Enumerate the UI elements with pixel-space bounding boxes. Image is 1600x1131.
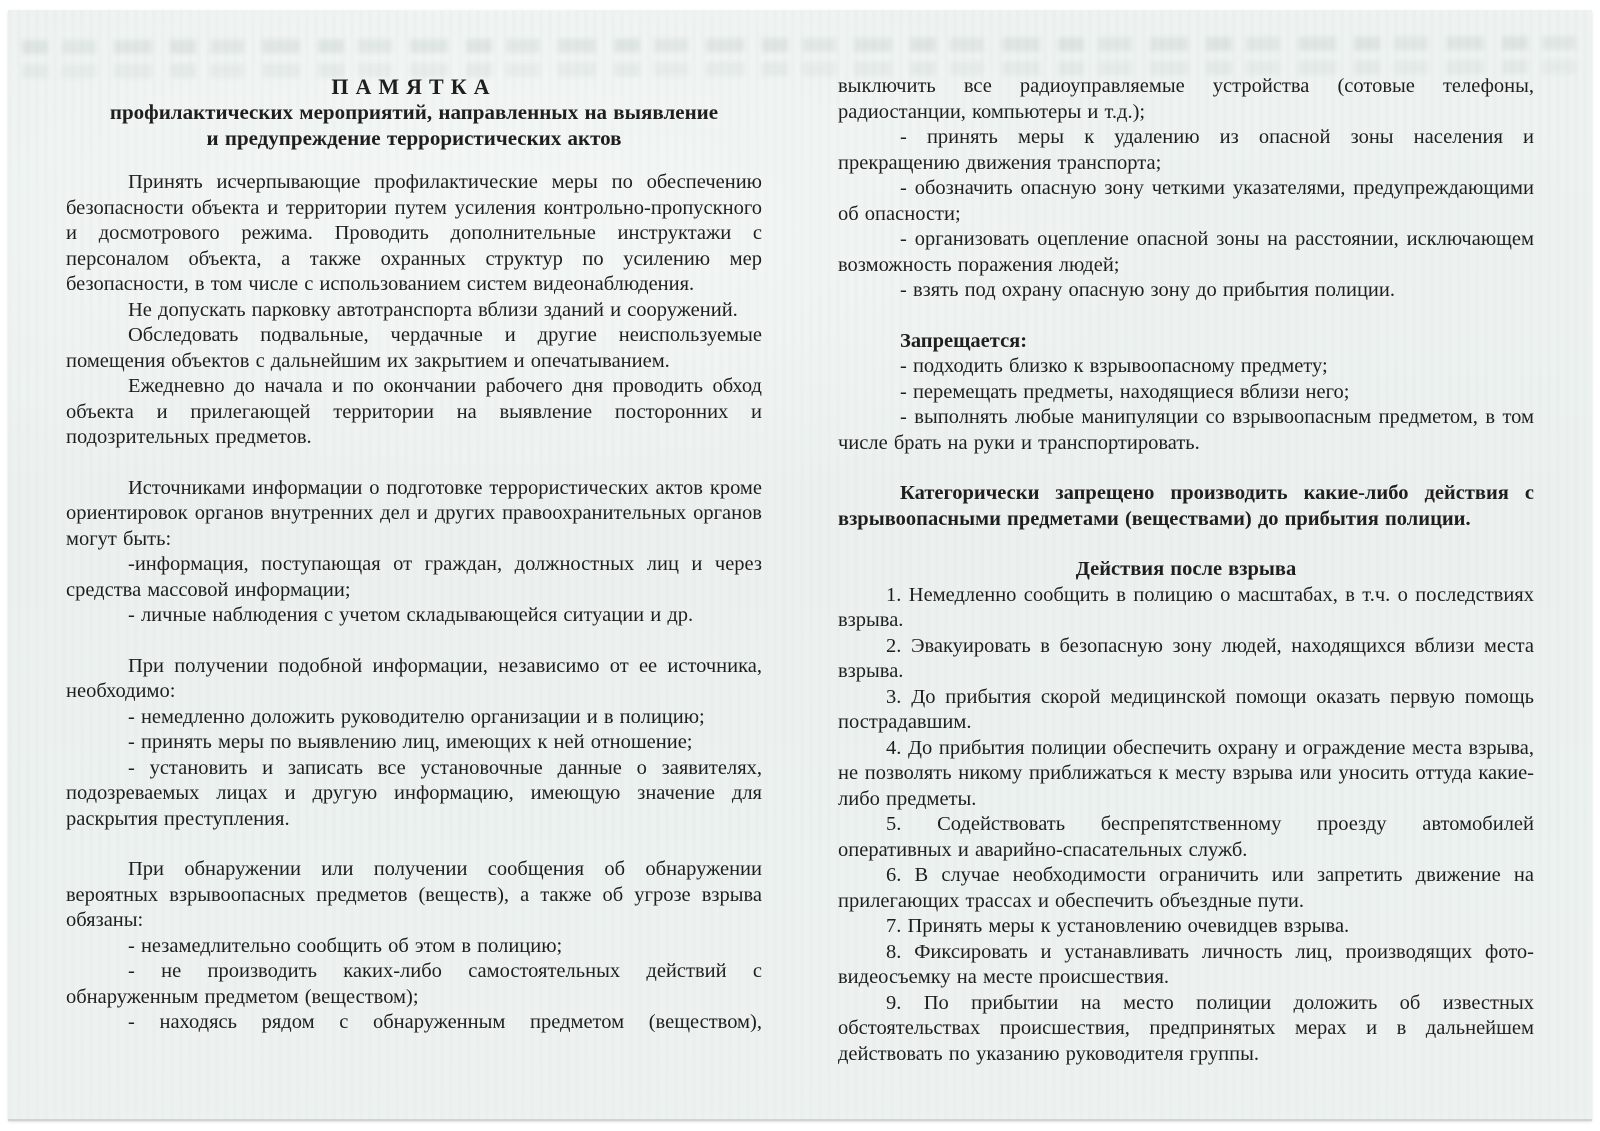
numbered-item-9: 9. По прибытии на место полиции доложить об известных обстоятельствах происшествия, предпринятых мерах и в дальнейшем действовать по указанию руководителя группы. — [838, 991, 1534, 1065]
numbered-item-4: 4. До прибытия полиции обеспечить охрану и ограждение места взрыва, не позволять никому приближаться к месту взрыва или уносить оттуда какие-либо предметы. — [838, 736, 1534, 810]
dash-item-report-to-police: - немедленно доложить руководителю организации и в полицию; — [128, 705, 705, 728]
section-heading-prohibited: Запрещается: — [900, 329, 1028, 352]
paragraph-daily-rounds: Ежедневно до начала и по окончании рабочего дня проводить обход объекта и прилегающей территории на выявление посторонних и подозрительных предметов. — [66, 375, 762, 448]
scanned-memo-page — [8, 10, 1592, 1121]
memo-subtitle-line-2: и предупреждение террористических актов — [206, 125, 622, 150]
numbered-item-6: 6. В случае необходимости ограничить или запретить движение на прилегающих трассах и обеспечить объездные пути. — [838, 864, 1534, 912]
paragraph-preventive-measures: Принять исчерпывающие профилактические меры по обеспечению безопасности объекта и территории путем усиления контрольно-пропускного и досмотрового режима. Проводить дополнительные инструктажи с персоналом объекта, а также охранных структур по усилению мер безопасности, в том числе с использованием систем видеонаблюдения. — [66, 171, 762, 295]
paragraph-upon-discovery: При обнаружении или получении сообщения об обнаружении вероятных взрывоопасных предметов (веществ), а также об угрозе взрыва обязаны: — [66, 858, 762, 931]
dash-item-personal-observations: - личные наблюдения с учетом складывающейся ситуации и др. — [128, 604, 694, 626]
numbered-item-8: 8. Фиксировать и устанавливать личность лиц, производящих фото-видеосъемку на месте происшествия. — [838, 940, 1534, 988]
right-column — [838, 74, 1534, 1067]
dash-item-no-approach: - подходить близко к взрывоопасному предмету; — [900, 355, 1328, 377]
paragraph-inspect-premises: Обследовать подвальные, чердачные и другие неиспользуемые помещения объектов с дальнейшим их закрытием и опечатыванием. — [66, 324, 762, 372]
dash-item-while-near-object: - находясь рядом с обнаруженным предметом (веществом), — [128, 1011, 762, 1033]
bold-warning-paragraph: Категорически запрещено производить какие-либо действия с взрывоопасными предметами (веществами) до прибытия полиции. — [838, 482, 1534, 530]
memo-title: ПАМЯТКА — [331, 74, 497, 99]
dash-item-mark-danger-zone: - обозначить опасную зону четкими указателями, предупреждающими об опасности; — [838, 177, 1534, 225]
paragraph-upon-receiving-info: При получении подобной информации, независимо от ее источника, необходимо: — [66, 654, 762, 702]
section-heading-actions-after-explosion: Действия после взрыва — [1075, 558, 1297, 580]
memo-body — [8, 10, 1592, 1067]
dash-item-evacuate-danger-zone: - принять меры к удалению из опасной зоны населения и прекращению движения транспорта; — [838, 126, 1534, 174]
dash-item-no-independent-actions: - не производить каких-либо самостоятельных действий с обнаруженным предметом (веществом); — [66, 960, 762, 1008]
numbered-item-3: 3. До прибытия скорой медицинской помощи оказать первую помощь пострадавшим. — [838, 685, 1534, 733]
dash-item-identify-persons: - принять меры по выявлению лиц, имеющих к ней отношение; — [128, 731, 693, 753]
dash-item-record-data: - установить и записать все установочные данные о заявителях, подозреваемых лицах и другую информацию, имеющую значение для раскрытия преступления. — [66, 756, 762, 830]
numbered-item-1: 1. Немедленно сообщить в полицию о масштабах, в т.ч. о последствиях взрыва. — [838, 583, 1534, 631]
dash-item-guard-until-police: - взять под охрану опасную зону до прибытия полиции. — [900, 279, 1395, 301]
dash-item-info-from-citizens: -информация, поступающая от граждан, должностных лиц и через средства массовой информации; — [66, 553, 762, 601]
numbered-item-7: 7. Принять меры к установлению очевидцев взрыва. — [886, 915, 1350, 937]
dash-item-no-manipulation: - выполнять любые манипуляции со взрывоопасным предметом, в том числе брать на руки и транспортировать. — [838, 406, 1534, 454]
dash-item-cordon-danger-zone: - организовать оцепление опасной зоны на расстоянии, исключающем возможность поражения людей; — [838, 228, 1534, 276]
paragraph-turn-off-radio-devices: выключить все радиоуправляемые устройства (сотовые телефоны, радиостанции, компьютеры и т.д.); — [838, 75, 1534, 123]
dash-item-notify-police-immediately: - незамедлительно сообщить об этом в полицию; — [128, 934, 563, 957]
numbered-item-5: 5. Содействовать беспрепятственному проезду автомобилей оперативных и аварийно-спасательных служб. — [838, 813, 1534, 861]
paragraph-no-parking: Не допускать парковку автотранспорта вблизи зданий и сооружений. — [128, 298, 738, 321]
left-column — [66, 74, 762, 1067]
memo-title-block — [66, 74, 762, 151]
dash-item-no-moving-objects: - перемещать предметы, находящиеся вблизи него; — [900, 380, 1350, 403]
paragraph-information-sources: Источниками информации о подготовке террористических актов кроме ориентировок органов внутренних дел и других правоохранительных органов могут быть: — [66, 476, 762, 550]
numbered-item-2: 2. Эвакуировать в безопасную зону людей, находящихся вблизи места взрыва. — [838, 634, 1534, 682]
memo-subtitle-line-1: профилактических мероприятий, направленных на выявление — [109, 100, 719, 124]
